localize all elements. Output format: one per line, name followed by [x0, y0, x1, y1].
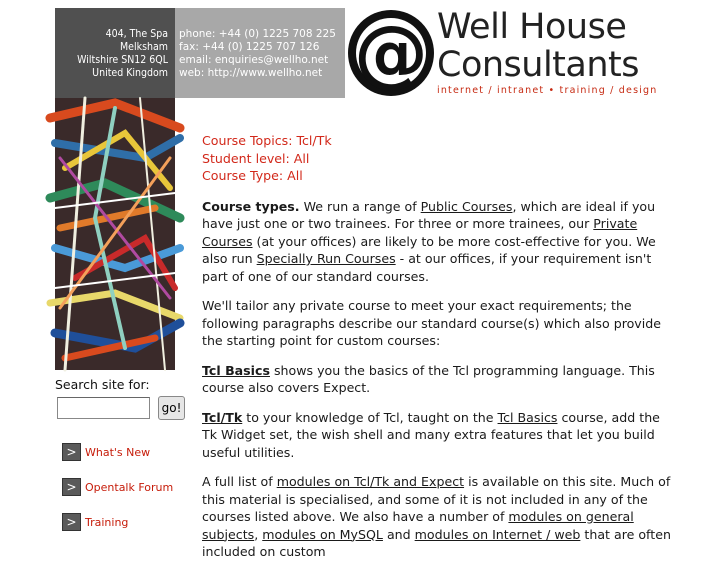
address-line: Wiltshire SN12 6QL [77, 54, 168, 66]
tcl-basics-course-link[interactable]: Tcl Basics [497, 409, 558, 425]
tcl-basics-link[interactable]: Tcl Basics [202, 362, 270, 378]
modules-internet-web-link[interactable]: modules on Internet / web [414, 526, 581, 542]
main-content [202, 132, 677, 573]
site-logo[interactable] [345, 8, 672, 98]
arrow-right-icon: > [62, 478, 81, 496]
specially-run-courses-link[interactable]: Specially Run Courses [256, 251, 396, 266]
abstract-painting-image [55, 98, 175, 370]
course-types-heading: Course types. [202, 198, 300, 214]
header-contact [175, 8, 345, 98]
logo-glyph: @ [354, 10, 428, 96]
search-go-button[interactable]: go! [158, 396, 185, 420]
search-input[interactable] [57, 397, 150, 419]
arrow-right-icon: > [62, 513, 81, 531]
paragraph-tcl-basics: Tcl Basics shows you the basics of the Tcl programming language. This course also covers Expect. [202, 362, 655, 395]
header-address [55, 8, 175, 98]
course-type: Course Type: All [202, 168, 303, 183]
contact-fax: fax: +44 (0) 1225 707 126 [179, 41, 320, 53]
paragraph-tcl-tk: Tcl/Tk to your knowledge of Tcl, taught on the Tcl Basics course, add the Tk Widget set, the wish shell and many extra features that let you build useful utilities. [202, 409, 660, 460]
brand-tagline: internet / intranet • training / design [437, 85, 658, 96]
public-courses-link[interactable]: Public Courses [420, 198, 513, 214]
at-logo-icon [345, 8, 437, 98]
address-line: 404, The Spa [105, 28, 168, 40]
address-line: United Kingdom [92, 67, 168, 79]
contact-web: web: http://www.wellho.net [179, 67, 323, 79]
search-label: Search site for: [55, 377, 150, 392]
paragraph-course-types: Course types. We run a range of Public Courses, which are ideal if you have just one or two trainees. For three or more trainees, our Private Courses (at your offices) are likely to be more cost-effective for you. We also run Specially Run Courses - at our offices, if your requirement isn't part of one of our standard courses. [202, 198, 656, 284]
course-info [202, 132, 677, 185]
nav-label: Training [85, 516, 129, 529]
paragraph-tailor: We'll tailor any private course to meet your exact requirements; the following paragraphs describe our standard course(s) which also provide the starting point for custom courses: [202, 298, 661, 348]
nav-label: Opentalk Forum [85, 481, 174, 494]
student-level: Student level: All [202, 150, 310, 166]
brand-name-line1: Well House [437, 7, 627, 47]
contact-phone: phone: +44 (0) 1225 708 225 [179, 28, 336, 40]
arrow-right-icon: > [62, 443, 81, 461]
brand-name-line2: Consultants [437, 45, 639, 85]
modules-tcl-tk-link[interactable]: modules on Tcl/Tk and Expect [276, 474, 465, 489]
course-topics: Course Topics: Tcl/Tk [202, 133, 332, 148]
private-courses-link[interactable]: Private Courses [202, 216, 638, 249]
contact-email: email: enquiries@wellho.net [179, 54, 329, 66]
address-line: Melksham [120, 41, 168, 53]
modules-general-link[interactable]: modules on general subjects [202, 509, 634, 542]
nav-label: What's New [85, 446, 151, 459]
modules-mysql-link[interactable]: modules on MySQL [262, 526, 383, 542]
tcl-tk-link[interactable]: Tcl/Tk [202, 409, 243, 425]
paragraph-modules: A full list of modules on Tcl/Tk and Expect is available on this site. Much of this material is specialised, and some of it is not included in any of the courses listed above. We also have a number of modules on general subjects, modules on MySQL and modules on Internet / web that are often included on custom [202, 474, 671, 559]
